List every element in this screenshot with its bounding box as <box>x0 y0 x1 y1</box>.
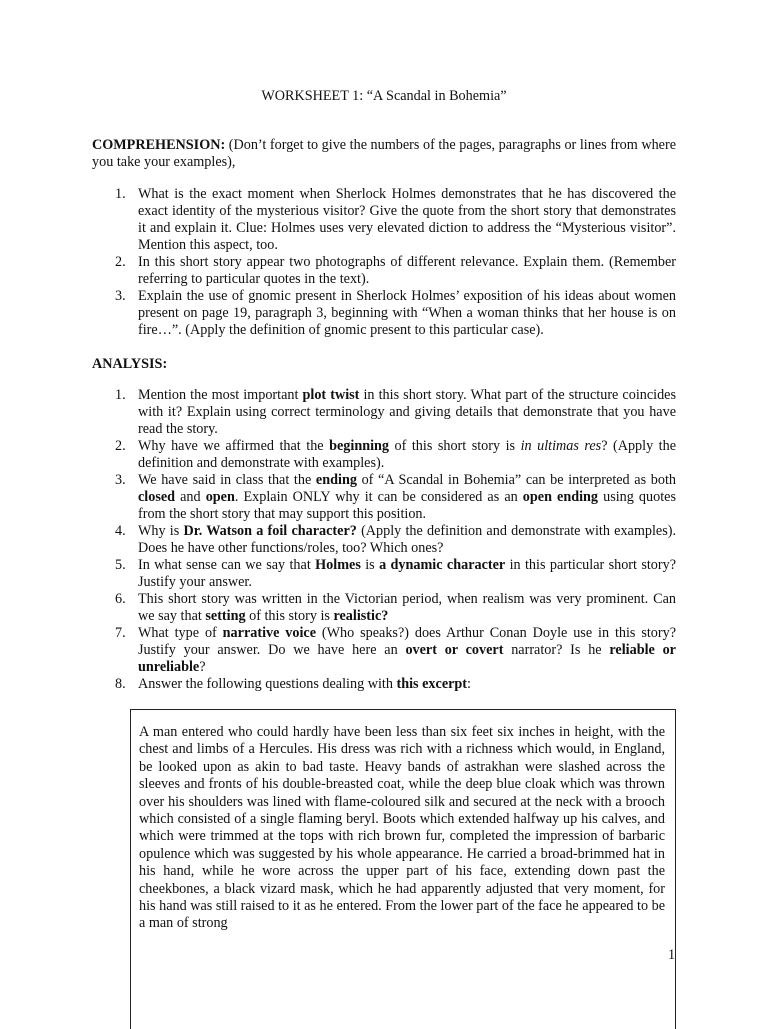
emphasis-text: ending <box>315 472 357 488</box>
emphasis-text: beginning <box>329 438 390 454</box>
question-text: : <box>467 676 471 692</box>
analysis-heading: ANALYSIS: <box>92 356 168 372</box>
emphasis-text: narrative voice <box>222 625 317 641</box>
emphasis-text: closed <box>138 489 176 505</box>
question-text: Answer the following questions dealing with <box>138 676 397 692</box>
page-title: WORKSHEET 1: “A Scandal in Bohemia” <box>261 88 507 104</box>
question-number: 7. <box>115 625 126 641</box>
question-number: 4. <box>115 523 126 539</box>
emphasis-text: setting <box>205 608 246 624</box>
question-number: 3. <box>115 472 126 488</box>
question-text: narrator? Is he <box>503 642 610 658</box>
analysis-question <box>92 591 676 625</box>
question-text: What type of <box>138 625 223 641</box>
question-text: Why have we affirmed that the <box>138 438 330 454</box>
emphasis-text: reliable or unreliable <box>138 642 676 675</box>
emphasis-text: open <box>205 489 235 505</box>
question-number: 2. <box>115 254 126 270</box>
question-number: 1. <box>115 387 126 403</box>
question-number: 6. <box>115 591 126 607</box>
analysis-question <box>92 523 676 557</box>
question-text: of this story is <box>245 608 334 624</box>
comprehension-intro <box>92 137 676 171</box>
question-text: of this short story is <box>389 438 521 454</box>
comprehension-questions <box>92 186 676 339</box>
question-text: . Explain ONLY why it can be considered as an <box>234 489 523 505</box>
analysis-question <box>92 472 676 523</box>
excerpt-box <box>130 709 676 1029</box>
emphasis-text: Dr. Watson a foil character? <box>183 523 357 539</box>
emphasis-text: open ending <box>522 489 599 505</box>
question-text: in this short story. What part of the structure coincides with it? Explain using correct terminology and giving details that demonstrate that you have read the story. <box>138 387 676 437</box>
question-text: In what sense can we say that <box>138 557 316 573</box>
question-text: ? (Apply the definition and demonstrate with examples). <box>138 438 677 471</box>
question-text: using quotes from the short story that may support this position. <box>138 489 676 522</box>
question-text: is <box>360 557 380 573</box>
question-text: What is the exact moment when Sherlock Holmes demonstrates that he has discovered the exact identity of the mysterious visitor? Give the quote from the short story that demonstrates it and explain it. Clue: Holmes uses very elevated diction to address the “Mysterious visitor”. Mention this aspect, too. <box>138 186 676 253</box>
question-text: This short story was written in the Victorian period, when realism was very prominent. Can we say that <box>138 591 676 624</box>
analysis-question <box>92 625 676 676</box>
comprehension-question <box>92 186 676 254</box>
question-text: of “A Scandal in Bohemia” can be interpreted as both <box>356 472 676 488</box>
emphasis-text: realistic? <box>333 608 389 624</box>
question-number: 8. <box>115 676 126 692</box>
analysis-question <box>92 676 676 693</box>
analysis-question <box>92 557 676 591</box>
emphasis-text: overt or covert <box>405 642 504 658</box>
emphasis-text: this excerpt <box>396 676 468 692</box>
question-text: ? <box>199 659 206 675</box>
question-text: (Who speaks?) does Arthur Conan Doyle use in this story? Justify your answer. Do we have here an <box>138 625 677 658</box>
emphasis-text: plot twist <box>302 387 360 403</box>
question-text: and <box>175 489 206 505</box>
question-text: Why is <box>138 523 184 539</box>
question-text: (Apply the definition and demonstrate with examples). Does he have other functions/roles, too? Which ones? <box>138 523 677 556</box>
question-text: Mention the most important <box>138 387 303 403</box>
question-number: 3. <box>115 288 126 304</box>
analysis-question <box>92 387 676 438</box>
question-text: We have said in class that the <box>138 472 316 488</box>
comprehension-question <box>92 254 676 288</box>
emphasis-text: a dynamic character <box>379 557 506 573</box>
comprehension-question <box>92 288 676 339</box>
question-text: In this short story appear two photographs of different relevance. Explain them. (Remember referring to particular quotes in the text). <box>138 254 676 287</box>
question-text: Explain the use of gnomic present in Sherlock Holmes’ exposition of his ideas about women present on page 19, paragraph 3, beginning with “When a woman thinks that her house is on fire…”. (Apply the definition of gnomic present to this particular case). <box>138 288 676 338</box>
comprehension-heading: COMPREHENSION: <box>92 137 226 153</box>
analysis-questions <box>92 387 676 693</box>
excerpt-text: A man entered who could hardly have been less than six feet six inches in height, with the chest and limbs of a Hercules. His dress was rich with a richness which would, in England, be looked upon as akin to bad taste. Heavy bands of astrakhan were slashed across the sleeves and fronts of his double-breasted coat, while the deep blue cloak which was thrown over his shoulders was lined with flame-coloured silk and secured at the neck with a brooch which consisted of a single flaming beryl. Boots which extended halfway up his calves, and which were trimmed at the tops with rich brown fur, completed the impression of barbaric opulence which was suggested by his whole appearance. He carried a broad-brimmed hat in his hand, while he wore across the upper part of his face, extending down past the cheekbones, a black vizard mask, which he had apparently adjusted that very moment, for his hand was still raised to it as he entered. From the lower part of the face he appeared to be a man of strong <box>139 724 665 932</box>
analysis-question <box>92 438 676 472</box>
question-text: in this particular short story? Justify your answer. <box>138 557 676 590</box>
italic-text: in ultimas res <box>520 438 602 454</box>
page-number: 1 <box>668 947 676 963</box>
question-number: 2. <box>115 438 126 454</box>
question-number: 1. <box>115 186 126 202</box>
comprehension-instructions: (Don’t forget to give the numbers of the pages, paragraphs or lines from where you take your examples), <box>92 137 676 170</box>
emphasis-text: Holmes <box>315 557 361 573</box>
question-number: 5. <box>115 557 126 573</box>
